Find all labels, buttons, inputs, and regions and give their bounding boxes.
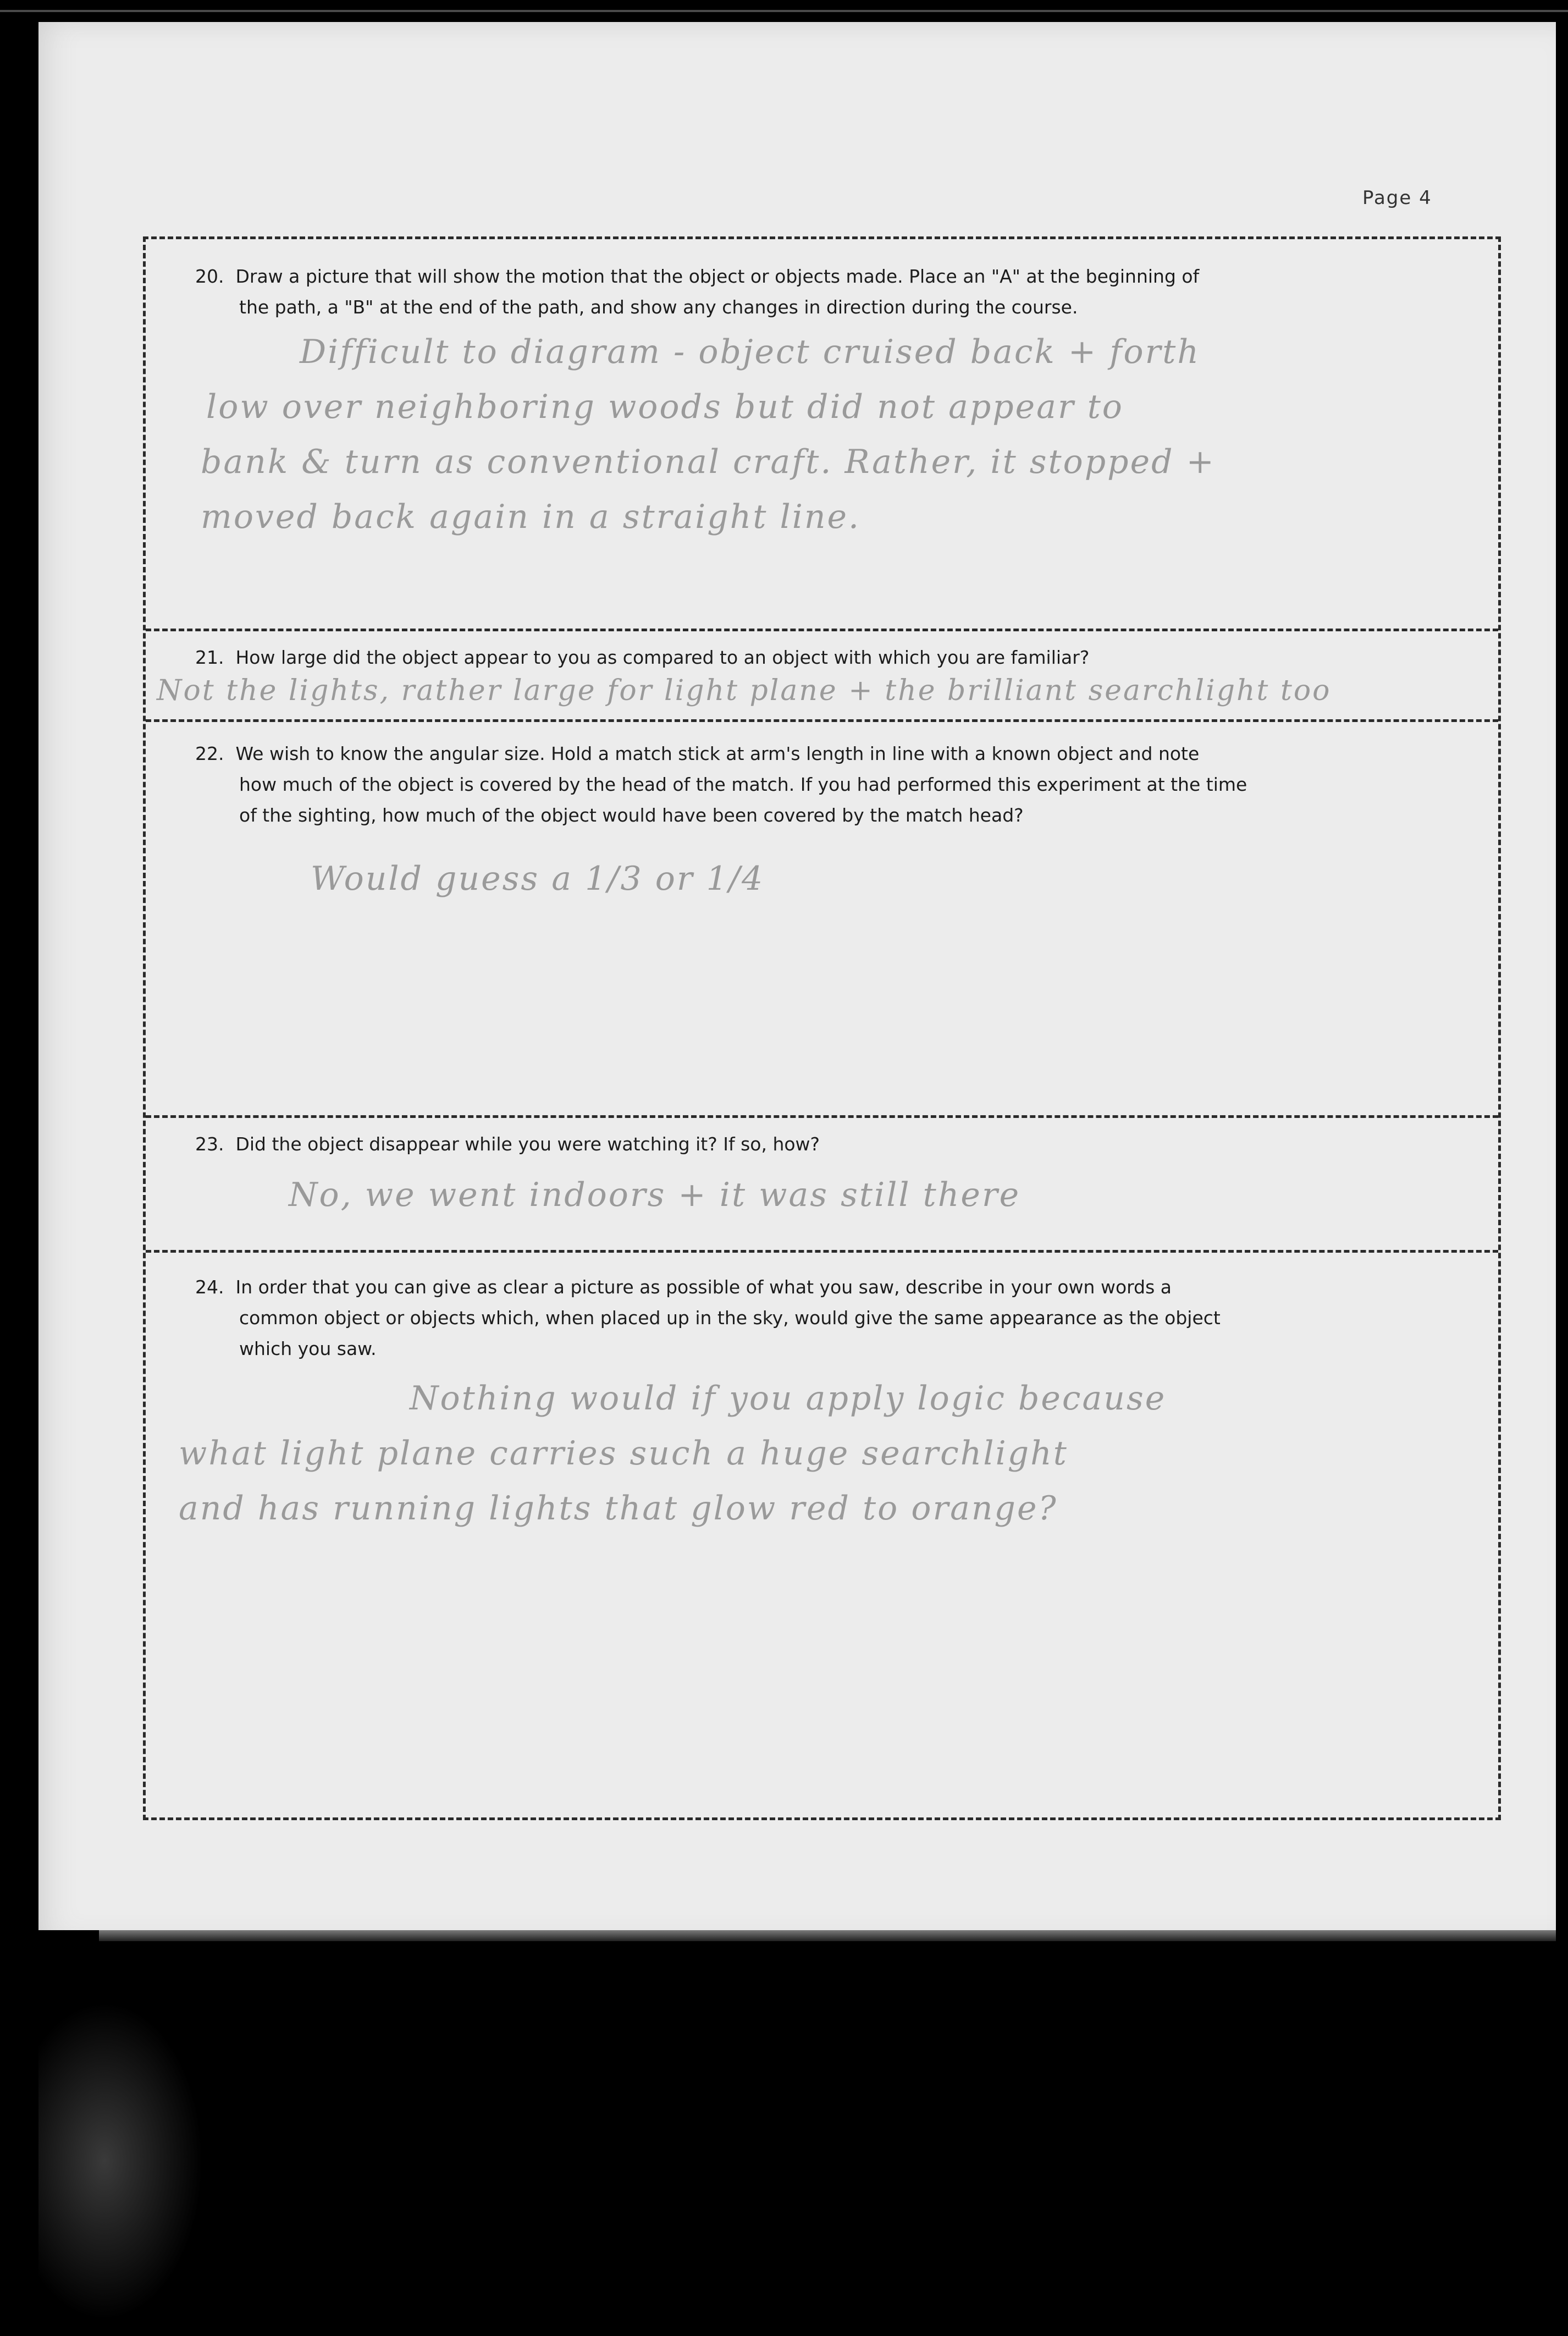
question-line: Draw a picture that will show the motion that the object or objects made. Place an "A" at the beginning of: [235, 266, 1200, 287]
question-24-text: [195, 1272, 1460, 1364]
film-edge-line: [0, 10, 1568, 12]
question-23-section: [146, 1115, 1498, 1250]
question-22-section: [146, 719, 1498, 1115]
question-20-text: [195, 261, 1460, 323]
handwritten-answer-line: Difficult to diagram - object cruised back + forth: [300, 333, 1201, 371]
underlying-sheet-edge: [99, 1930, 1556, 1941]
film-smudge: [38, 2002, 203, 2321]
page-number: Page 4: [1362, 187, 1432, 209]
question-line: In order that you can give as clear a picture as possible of what you saw, describe in your own words a: [235, 1276, 1172, 1298]
handwritten-answer-line: and has running lights that glow red to orange?: [179, 1489, 1058, 1528]
handwritten-answer-line: what light plane carries such a huge searchlight: [179, 1434, 1068, 1473]
question-line: We wish to know the angular size. Hold a match stick at arm's length in line with a known object and note: [235, 743, 1200, 764]
question-line: common object or objects which, when placed up in the sky, would give the same appearance as the object: [239, 1307, 1221, 1329]
question-line: the path, a "B" at the end of the path, and show any changes in direction during the course.: [239, 296, 1078, 318]
question-number: 22.: [195, 743, 224, 764]
handwritten-answer-line: Would guess a 1/3 or 1/4: [311, 860, 765, 898]
question-line: how much of the object is covered by the head of the match. If you had performed this experiment at the time: [239, 774, 1247, 795]
question-23-text: [195, 1129, 1460, 1160]
question-21-text: [195, 642, 1460, 673]
handwritten-answer-line: low over neighboring woods but did not appear to: [206, 388, 1124, 426]
handwritten-answer-line: bank & turn as conventional craft. Rather, it stopped +: [201, 443, 1216, 481]
questionnaire-form: [143, 236, 1501, 1820]
question-20-section: [146, 239, 1498, 629]
question-line: How large did the object appear to you as compared to an object with which you are familiar?: [235, 647, 1090, 668]
handwritten-answer-line: Not the lights, rather large for light plane + the brilliant searchlight too: [157, 674, 1332, 707]
handwritten-answer-line: moved back again in a straight line.: [201, 498, 861, 536]
question-number: 24.: [195, 1276, 224, 1298]
question-24-section: [146, 1250, 1498, 1817]
question-22-text: [195, 739, 1460, 831]
question-line: Did the object disappear while you were watching it? If so, how?: [235, 1133, 820, 1155]
question-number: 21.: [195, 647, 224, 668]
handwritten-answer-line: No, we went indoors + it was still there: [289, 1176, 1021, 1214]
question-number: 20.: [195, 266, 224, 287]
question-line: which you saw.: [239, 1338, 377, 1359]
question-21-section: [146, 629, 1498, 719]
handwritten-answer-line: Nothing would if you apply logic because: [410, 1379, 1167, 1418]
question-number: 23.: [195, 1133, 224, 1155]
question-line: of the sighting, how much of the object would have been covered by the match head?: [239, 805, 1024, 826]
